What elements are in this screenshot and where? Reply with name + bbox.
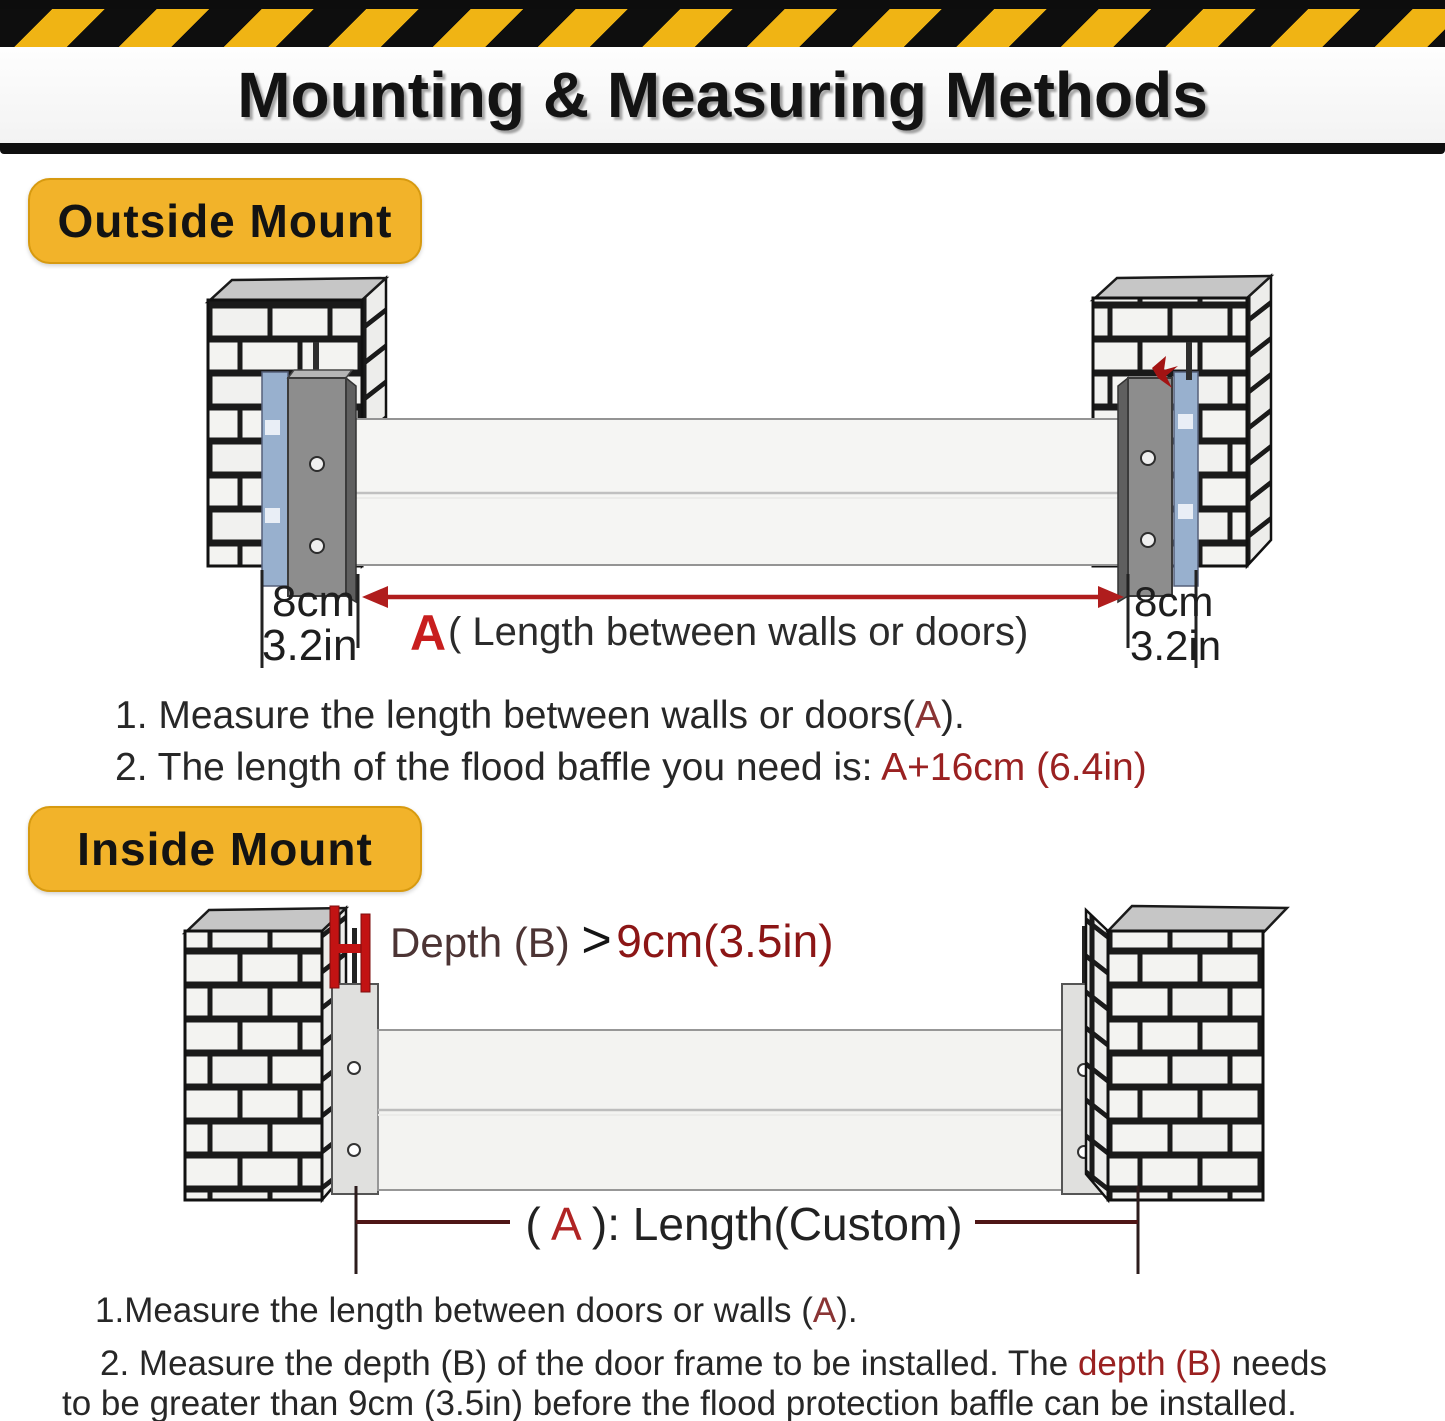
length-letter-a: A	[550, 1198, 580, 1250]
pillar-front-face	[185, 931, 322, 1200]
length-open-paren: (	[525, 1198, 541, 1250]
depth-label-value: 9cm(3.5in)	[616, 915, 834, 967]
step-highlight: depth (B)	[1077, 1344, 1222, 1383]
channel-side	[1118, 378, 1128, 602]
screw	[348, 1144, 360, 1156]
pillar-front-face	[1108, 931, 1263, 1200]
step-text: to be greater than 9cm (3.5in) before the flood protection baffle can be installed.	[62, 1384, 1297, 1421]
arrow-head-left	[362, 586, 388, 608]
anchor-rod	[1186, 342, 1192, 380]
outside-right-bracket	[1118, 342, 1198, 602]
step-highlight: A	[914, 694, 941, 737]
channel-top-cap	[288, 370, 352, 378]
greater-than-sign: >	[581, 911, 612, 969]
screw	[1141, 533, 1155, 547]
inside-mount-diagram	[185, 906, 1287, 1274]
screw	[310, 539, 324, 553]
inside-left-pillar	[185, 908, 346, 1200]
pillar-top-face	[208, 278, 386, 302]
pillar-side-face	[1086, 910, 1108, 1200]
pillar-side-face	[1247, 276, 1271, 566]
outside-mount-badge-label: Outside Mount	[57, 195, 393, 247]
dim-left-in: 3.2in	[262, 621, 358, 670]
plate-front	[332, 984, 378, 1194]
inside-mount-badge-label: Inside Mount	[77, 823, 373, 875]
step-text: 1.Measure the length between doors or walls (	[95, 1291, 813, 1330]
hazard-tape-stripe	[0, 9, 1445, 47]
inside-right-pillar	[1086, 906, 1287, 1200]
channel-side	[346, 378, 356, 602]
length-rest: ): Length(Custom)	[591, 1198, 963, 1250]
screw	[348, 1062, 360, 1074]
seal-clip	[265, 420, 280, 435]
title-band	[0, 47, 1445, 143]
outside-step-1	[115, 694, 965, 738]
step-text: ).	[836, 1291, 858, 1330]
step-text: 1. Measure the length between walls or doors(	[115, 694, 915, 737]
anchor-rod	[352, 928, 357, 986]
step-text: ).	[940, 694, 965, 737]
header-divider-bar	[0, 143, 1445, 154]
seal-strip-blue	[262, 372, 288, 586]
inside-dimensions	[356, 1186, 1138, 1274]
step-text: needs	[1221, 1344, 1328, 1383]
inside-mount-badge	[28, 806, 422, 892]
seal-strip-blue	[1174, 372, 1198, 586]
span-letter-a: A	[410, 605, 447, 661]
outside-mount-badge	[28, 178, 422, 264]
step-highlight: A+16cm (6.4in)	[881, 746, 1147, 789]
step-text: 2. Measure the depth (B) of the door frame to be installed. The	[100, 1344, 1078, 1383]
depth-label-pre: Depth (B)	[390, 919, 582, 966]
caliper-back-bar	[361, 914, 370, 992]
inside-step-1	[95, 1291, 858, 1331]
step-highlight: A	[812, 1291, 837, 1330]
inside-step-2	[100, 1344, 1327, 1384]
page-title: Mounting & Measuring Methods	[237, 59, 1208, 131]
pillar-top-face	[1093, 276, 1271, 300]
pillar-top-face	[1108, 906, 1287, 933]
header-banner	[0, 0, 1445, 156]
dim-left-cm: 8cm	[272, 577, 356, 626]
outside-left-bracket	[262, 342, 356, 602]
dim-right-cm: 8cm	[1134, 578, 1214, 625]
screw	[1141, 451, 1155, 465]
inside-step-2-continued	[62, 1384, 1297, 1421]
depth-caliper	[330, 906, 370, 992]
dim-right-in: 3.2in	[1130, 622, 1222, 669]
depth-label	[390, 911, 834, 969]
seal-clip	[1178, 504, 1193, 519]
pillar-top-face	[185, 908, 346, 933]
outside-dimensions	[262, 570, 1221, 670]
custom-length-label	[525, 1198, 962, 1250]
step-text: 2. The length of the flood baffle you need is:	[115, 746, 882, 789]
channel-front	[288, 378, 346, 596]
top-black-bar	[0, 0, 1445, 9]
span-label-text: ( Length between walls or doors)	[448, 610, 1029, 654]
seal-clip	[1178, 414, 1193, 429]
outside-mount-diagram	[208, 276, 1271, 670]
inside-flood-barrier	[378, 1030, 1062, 1190]
seal-clip	[265, 508, 280, 523]
outside-flood-barrier	[346, 419, 1138, 565]
channel-front	[1128, 378, 1172, 596]
outside-step-2	[115, 746, 1147, 790]
screw	[310, 457, 324, 471]
